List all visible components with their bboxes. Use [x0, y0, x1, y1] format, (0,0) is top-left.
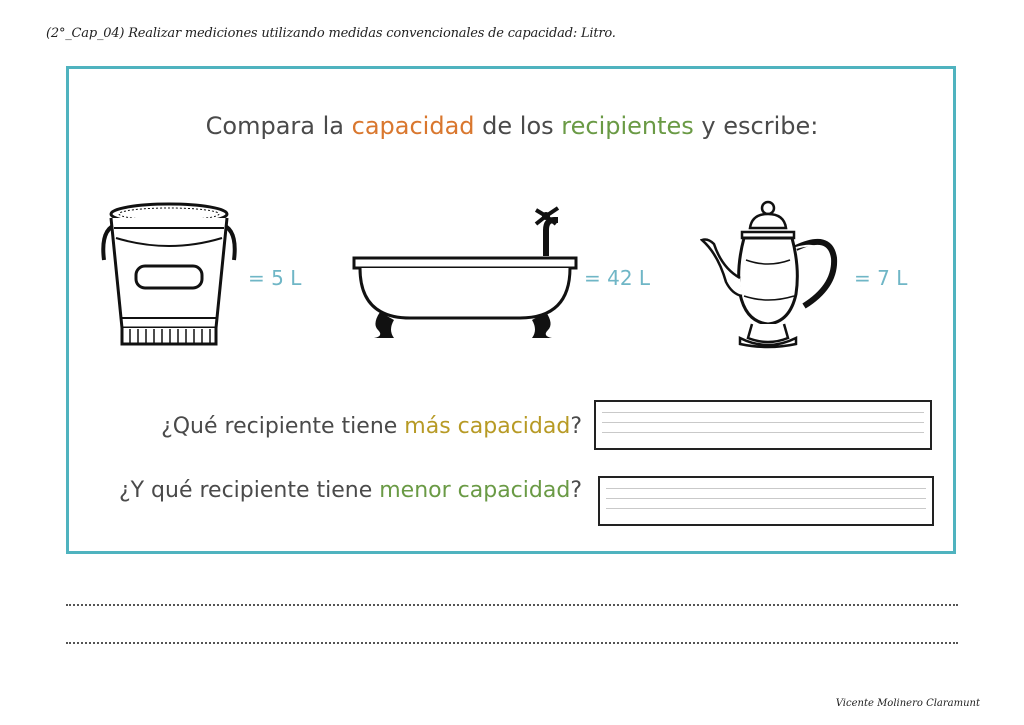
writing-guide-line: [602, 432, 924, 433]
writing-guide-line: [606, 508, 926, 509]
title-part-1: Compara la: [205, 112, 352, 140]
dotted-writing-line[interactable]: [66, 604, 958, 606]
question-2-suffix: ?: [570, 478, 582, 503]
author-credit: Vicente Molinero Claramunt: [835, 698, 980, 709]
bathtub-measure: = 42 L: [584, 266, 651, 290]
question-1-suffix: ?: [570, 414, 582, 439]
worksheet-header: (2°_Cap_04) Realizar mediciones utilizando medidas convencionales de capacidad: Litro.: [46, 26, 616, 41]
title-recipientes: recipientes: [561, 112, 694, 140]
question-less-capacity: [119, 478, 582, 503]
question-2-highlight: menor capacidad: [379, 478, 571, 503]
title-part-5: y escribe:: [693, 112, 819, 140]
writing-guide-line: [606, 488, 926, 489]
writing-guide-line: [606, 498, 926, 499]
title-capacidad: capacidad: [351, 112, 475, 140]
question-2-prefix: ¿Y qué recipiente tiene: [118, 478, 380, 503]
title-part-3: de los: [474, 112, 562, 140]
question-1-prefix: ¿Qué recipiente tiene: [161, 414, 405, 439]
answer-box-less-capacity[interactable]: [598, 476, 934, 526]
question-more-capacity: [161, 414, 582, 439]
answer-box-more-capacity[interactable]: [594, 400, 932, 450]
exercise-title: [0, 112, 1024, 140]
teapot-measure: = 7 L: [854, 266, 908, 290]
bucket-icon: [96, 198, 242, 348]
bucket-measure: = 5 L: [248, 266, 302, 290]
writing-guide-line: [602, 412, 924, 413]
bathtub-icon: [350, 206, 580, 342]
writing-guide-line: [602, 422, 924, 423]
teapot-icon: [700, 198, 844, 350]
question-1-highlight: más capacidad: [404, 414, 571, 439]
dotted-writing-line[interactable]: [66, 642, 958, 644]
